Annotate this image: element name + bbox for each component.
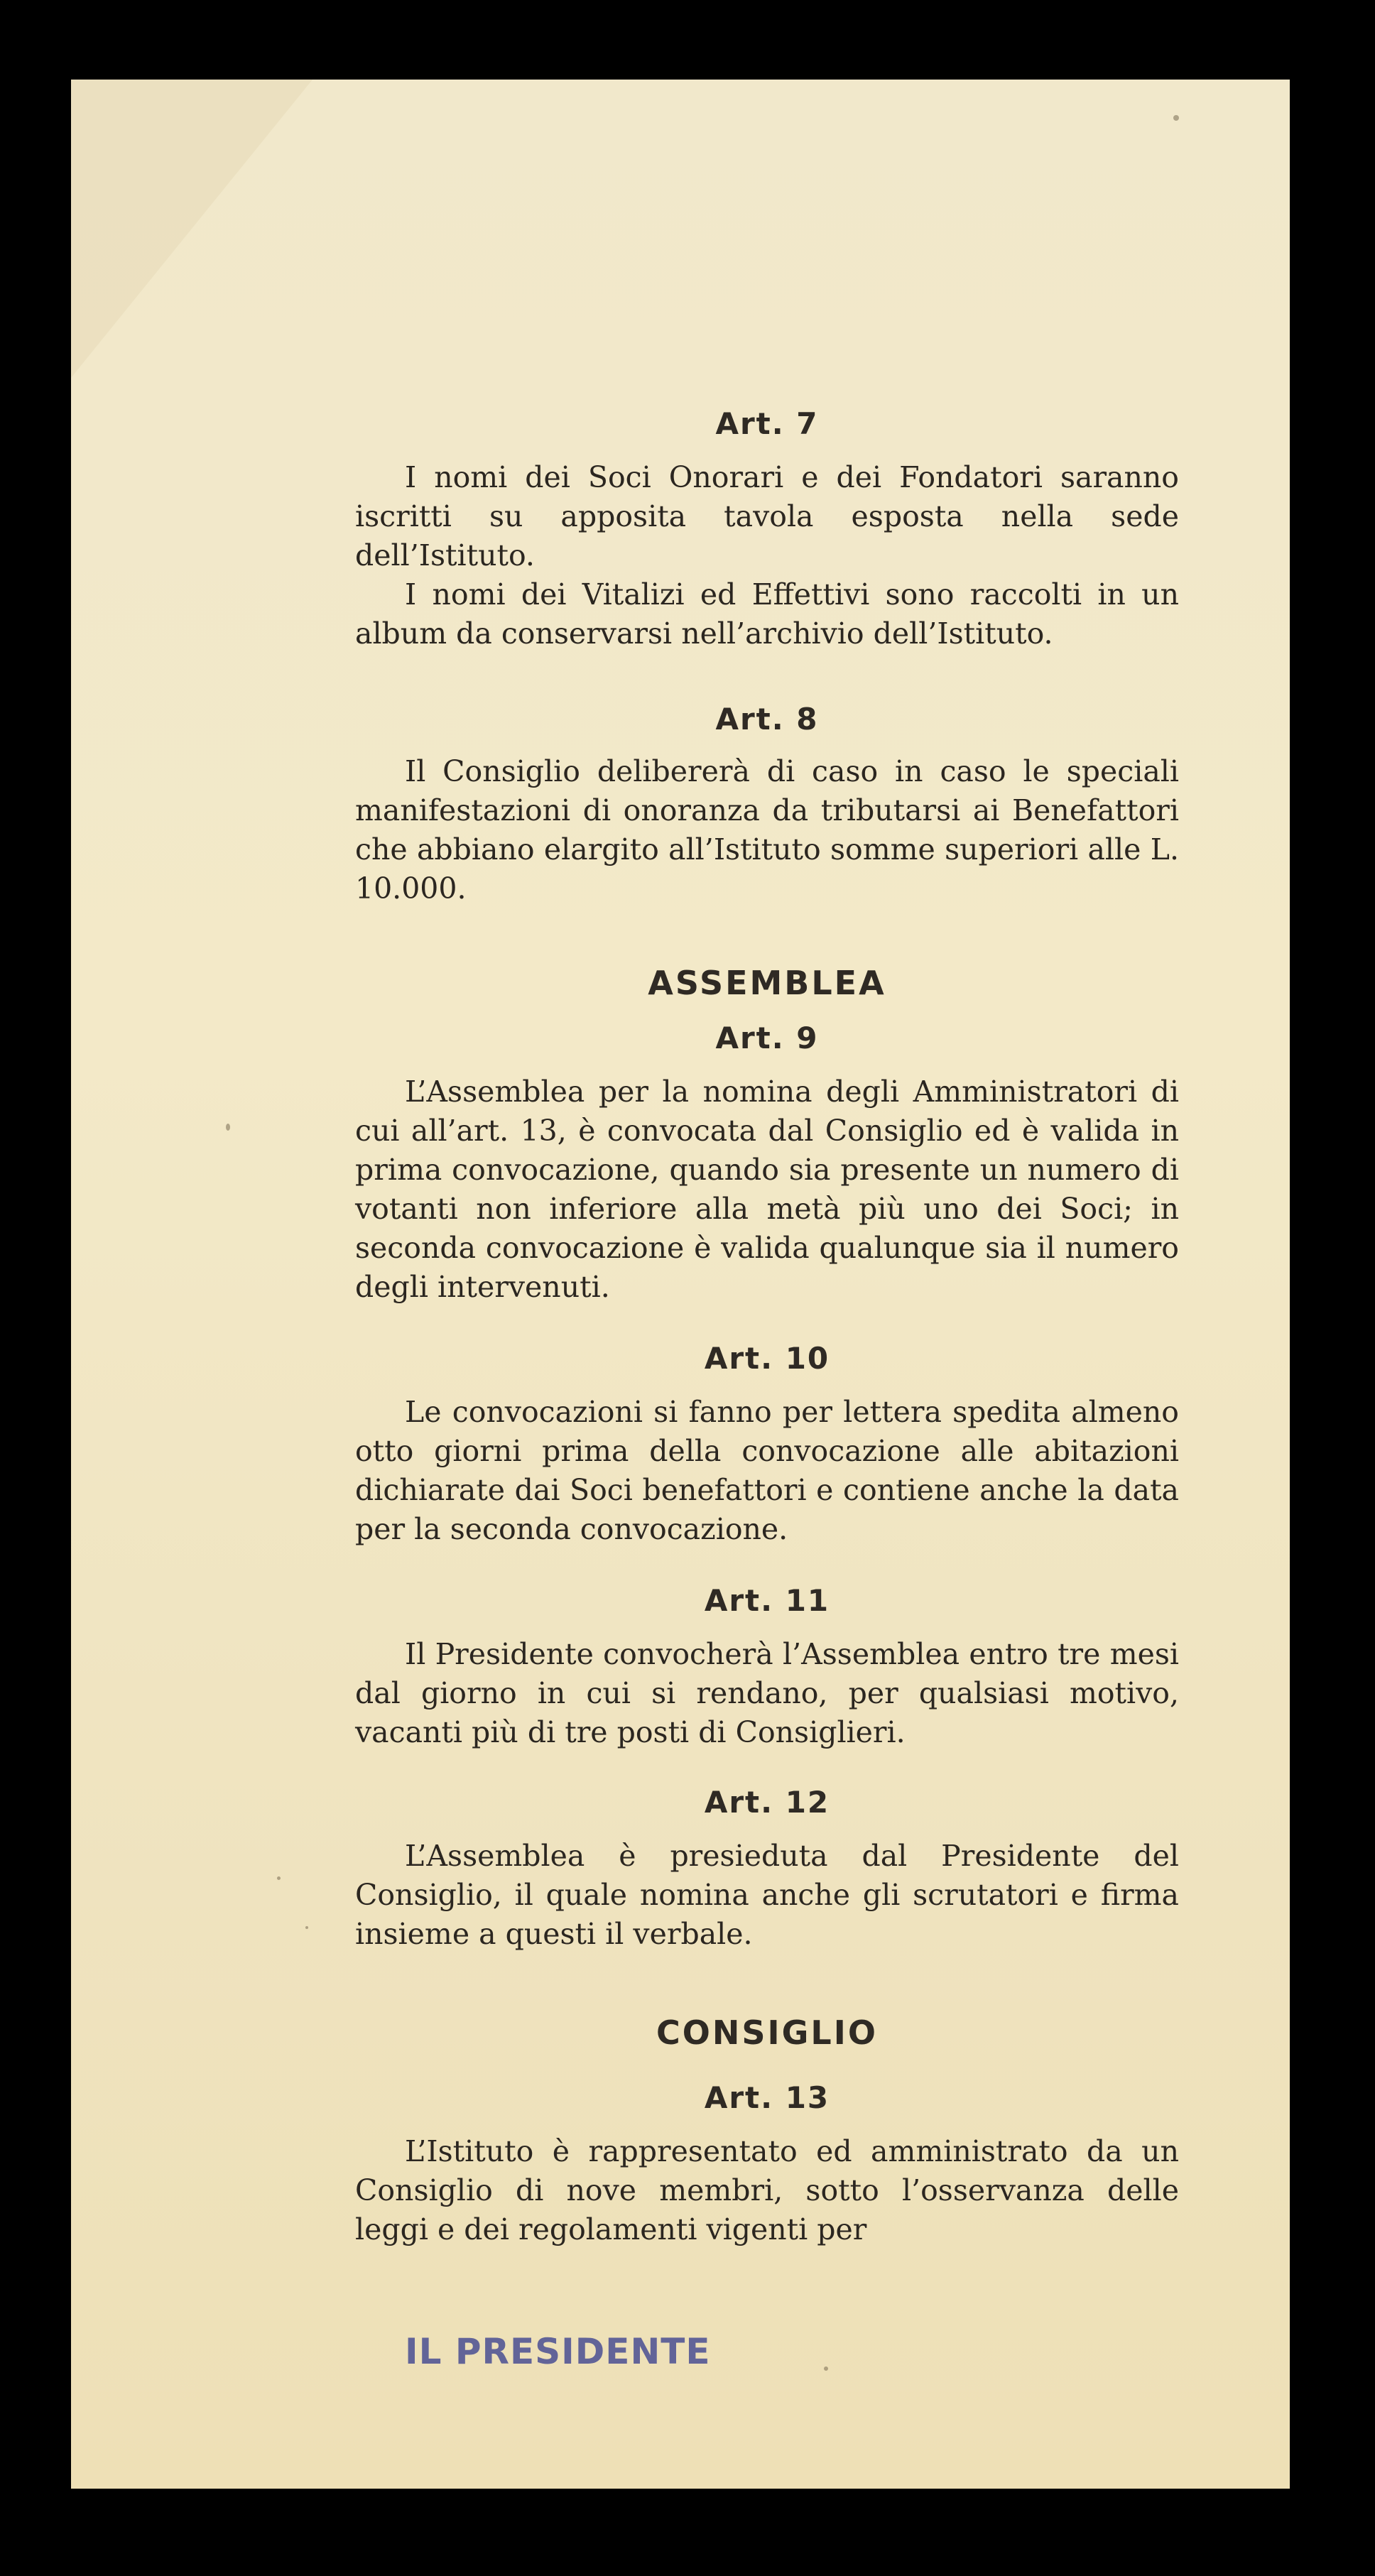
article-heading: Art. 10 (704, 1341, 830, 1376)
section-heading-consiglio: CONSIGLIO (656, 2013, 878, 2052)
article-paragraph: L’Assemblea è presieduta dal Presidente del Consiglio, il quale nomina anche gli scrutatori e firma insieme a questi il verbale. (355, 1839, 1179, 1951)
article-7 (355, 406, 1179, 653)
article-9 (355, 1021, 1179, 1307)
paper-speck (1173, 115, 1179, 121)
document-page (71, 80, 1290, 2489)
article-12 (355, 1785, 1179, 1954)
article-heading: Art. 7 (715, 406, 819, 441)
paper-speck (305, 1926, 308, 1929)
article-heading: Art. 9 (715, 1021, 819, 1055)
article-paragraph: Le convocazioni si fanno per lettera spedita almeno otto giorni prima della convocazione alle abitazioni dichiarate dai Soci benefattori e contiene anche la data per la seconda convocazione. (355, 1395, 1179, 1546)
article-heading: Art. 8 (715, 702, 819, 737)
paper-speck (226, 1124, 230, 1131)
paper-speck (277, 1876, 281, 1880)
article-paragraph: Il Consiglio delibererà di caso in caso le speciali manifestazioni di onoranza da tributarsi ai Benefattori che abbiano elargito all’Istituto somme superiori alle L. 10.000. (355, 754, 1179, 906)
article-13 (355, 2080, 1179, 2249)
article-paragraph: I nomi dei Vitalizi ed Effettivi sono raccolti in un album da conservarsi nell’archivio dell’Istituto. (355, 577, 1179, 651)
document-body (355, 406, 1179, 2249)
article-heading: Art. 11 (704, 1583, 830, 1618)
section-heading-assemblea: ASSEMBLEA (648, 964, 886, 1002)
article-paragraph: I nomi dei Soci Onorari e dei Fondatori saranno iscritti su apposita tavola esposta nella sede dell’Istituto. (355, 460, 1179, 572)
article-paragraph: Il Presidente convocherà l’Assemblea entro tre mesi dal giorno in cui si rendano, per qualsiasi motivo, vacanti più di tre posti di Consiglieri. (355, 1637, 1179, 1749)
article-11 (355, 1583, 1179, 1752)
president-stamp: IL PRESIDENTE (405, 2331, 711, 2372)
article-paragraph: L’Istituto è rappresentato ed amministrato da un Consiglio di nove membri, sotto l’osservanza delle leggi e dei regolamenti vigenti per (355, 2134, 1179, 2246)
folded-corner (71, 80, 312, 378)
article-8 (355, 702, 1179, 908)
paper-speck (824, 2366, 828, 2371)
article-heading: Art. 13 (704, 2080, 830, 2115)
article-paragraph: L’Assemblea per la nomina degli Amministratori di cui all’art. 13, è convocata dal Consiglio ed è valida in prima convocazione, quando sia presente un numero di votanti non inferiore alla metà più uno dei Soci; in seconda convocazione è valida qualunque sia il numero degli intervenuti. (355, 1075, 1179, 1304)
article-heading: Art. 12 (704, 1785, 830, 1820)
article-10 (355, 1341, 1179, 1549)
